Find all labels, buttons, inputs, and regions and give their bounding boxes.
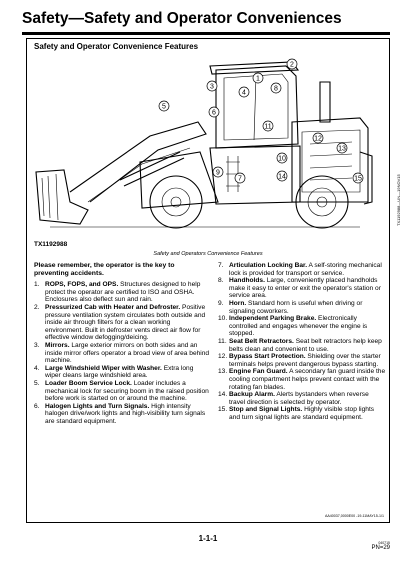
feature-title: Engine Fan Guard. [229, 368, 288, 376]
feature-number: 3. [34, 341, 40, 349]
feature-text: A secondary fan guard inside the cooling compartment helps prevent contact with the rotating fan blades. [229, 368, 386, 391]
svg-text:5: 5 [162, 103, 166, 111]
feature-title: Stop and Signal Lights. [229, 406, 303, 414]
callout-2 [287, 59, 297, 69]
feature-title: ROPS, FOPS, and OPS. [45, 281, 119, 289]
callout-6 [209, 107, 219, 117]
feature-item [218, 406, 386, 421]
feature-title: Large Windshield Wiper with Washer. [45, 364, 162, 372]
feature-title: Horn. [229, 299, 247, 307]
feature-number: 2. [34, 303, 40, 311]
feature-description [45, 380, 210, 403]
feature-item [218, 300, 386, 315]
feature-number: 10. [218, 315, 228, 323]
feature-description [45, 342, 210, 365]
svg-text:9: 9 [216, 169, 220, 177]
feature-text: Shielding over the starter terminals helps prevent dangerous bypass starting. [229, 353, 381, 368]
feature-number: 7. [218, 262, 224, 269]
feature-description [229, 300, 386, 315]
feature-text: High intensity halogen drive/work lights and high-visibility turn signals are standard equipment. [45, 402, 206, 425]
feature-title: Loader Boom Service Lock. [45, 379, 132, 387]
page-header [22, 8, 390, 35]
engine-compartment [292, 118, 368, 202]
svg-text:6: 6 [212, 109, 216, 117]
feature-item [218, 262, 386, 277]
exhaust-stack [320, 82, 330, 122]
feature-description [45, 304, 210, 342]
feature-item [34, 304, 210, 342]
feature-description [229, 262, 386, 277]
feature-text: A self-storing mechanical lock is provided for transport or service. [229, 262, 382, 277]
feature-description [45, 281, 210, 304]
feature-description [229, 353, 386, 368]
feature-description [229, 368, 386, 391]
svg-text:8: 8 [274, 85, 278, 93]
feature-number: 11. [218, 337, 227, 345]
callout-3 [207, 81, 217, 91]
feature-item [34, 380, 210, 403]
feature-description [229, 338, 386, 353]
feature-title: Handholds. [229, 277, 265, 285]
feature-description [45, 365, 210, 380]
svg-text:14: 14 [278, 173, 286, 181]
callout-15 [353, 173, 363, 183]
svg-text:10: 10 [278, 155, 286, 163]
page-number: 1-1-1 [198, 534, 218, 543]
section-title: Safety and Operator Convenience Features [34, 42, 199, 51]
feature-item [34, 365, 210, 380]
feature-number: 5. [34, 379, 40, 387]
feature-number: 14. [218, 391, 228, 399]
svg-text:7: 7 [238, 175, 242, 183]
feature-title: Mirrors. [45, 341, 70, 349]
feature-text: Seat belt retractors help keep belts clean and convenient to use. [229, 337, 382, 353]
feature-description [229, 277, 386, 300]
svg-text:2: 2 [290, 61, 294, 69]
feature-text: Standard horn is useful when driving or signaling coworkers. [229, 299, 363, 315]
feature-number: 4. [34, 364, 40, 372]
feature-title: Backup Alarm. [229, 391, 275, 399]
feature-title: Seat Belt Retractors. [229, 337, 294, 345]
feature-number: 8. [218, 277, 224, 285]
feature-list-right [218, 262, 386, 421]
feature-item [218, 277, 386, 300]
callout-5 [159, 101, 169, 111]
callout-7 [235, 173, 245, 183]
svg-text:13: 13 [338, 145, 346, 153]
feature-title: Bypass Start Protection. [229, 353, 306, 361]
feature-text: Positive pressure ventilation system circulates both outside and inside air through filters for a clean working environment. Built in defroster vents direct air flow for effective window defogging/deicing. [45, 303, 206, 342]
feature-number: 9. [218, 299, 224, 307]
boom-cylinder [120, 152, 184, 186]
feature-number: 15. [218, 406, 228, 414]
feature-text: Structures designed to help protect the operator are certified to ISO and OSHA. Enclosures also deflect sun and rain. [45, 281, 201, 304]
callout-13 [337, 143, 347, 153]
feature-text: Alerts bystanders when reverse travel direction is selected by operator. [229, 391, 369, 406]
feature-description [229, 406, 386, 421]
svg-text:15: 15 [354, 175, 362, 183]
intro-text: Please remember, the operator is the key to preventing accidents. [34, 262, 175, 277]
callout-11 [263, 121, 273, 131]
feature-number: 1. [34, 281, 40, 289]
feature-item [34, 281, 210, 304]
feature-item [218, 315, 386, 338]
feature-number: 6. [34, 402, 40, 410]
front-wheel [150, 176, 202, 228]
feature-item [34, 342, 210, 365]
page-id-value: PN=29 [371, 545, 390, 551]
feature-text: Extra long wiper cleans large windshield area. [45, 364, 194, 380]
feature-text: Loader includes a mechanical lock for securing boom in the raised position before work is started on or around the machine. [45, 379, 209, 403]
callout-10 [277, 153, 287, 163]
feature-title: Pressurized Cab with Heater and Defroster. [45, 303, 181, 311]
callout-14 [277, 171, 287, 181]
feature-description [229, 391, 386, 406]
callout-9 [213, 167, 223, 177]
feature-text: Highly visible stop lights and turn signal lights are standard equipment. [229, 406, 375, 421]
page-title: Safety—Safety and Operator Conveniences [22, 10, 342, 27]
figure-caption: Safety and Operators Convenience Features [153, 251, 263, 257]
figure-side-reference: TX1192988—UN—19NOV15 [396, 174, 401, 226]
document-reference: AA40037,0000E00 -19-11MAY15-1/1 [324, 514, 384, 518]
feature-description [229, 315, 386, 338]
page-id [371, 541, 390, 551]
feature-item [218, 391, 386, 406]
page-id-date: 040715 [378, 541, 390, 545]
feature-item [218, 368, 386, 391]
feature-title: Independent Parking Brake. [229, 315, 317, 323]
loader-boom [70, 122, 206, 202]
svg-text:1: 1 [256, 75, 260, 83]
feature-item [34, 403, 210, 426]
feature-number: 13. [218, 368, 228, 376]
feature-item [218, 338, 386, 353]
wheel-loader-illustration [30, 52, 376, 244]
callout-8 [271, 83, 281, 93]
feature-text: Electronically controlled and engages whenever the engine is stopped. [229, 315, 368, 338]
svg-text:3: 3 [210, 83, 214, 91]
feature-number: 12. [218, 353, 228, 361]
callout-1 [253, 73, 263, 83]
feature-title: Articulation Locking Bar. [229, 262, 308, 269]
figure-callouts [159, 59, 363, 183]
svg-text:11: 11 [264, 123, 272, 131]
feature-list-left [34, 262, 210, 425]
callout-4 [239, 87, 249, 97]
feature-description [45, 403, 210, 426]
feature-text: Large exterior mirrors on both sides and an inside mirror offers operator a broad view of area behind machine. [45, 341, 210, 365]
svg-text:4: 4 [242, 89, 246, 97]
feature-text: Large, conveniently placed handholds make it easy to enter or exit the operator's station or service area. [229, 277, 381, 300]
feature-item [218, 353, 386, 368]
feature-title: Halogen Lights and Turn Signals. [45, 402, 150, 410]
figure-id: TX1192988 [34, 241, 68, 248]
svg-text:12: 12 [314, 135, 322, 143]
callout-12 [313, 133, 323, 143]
